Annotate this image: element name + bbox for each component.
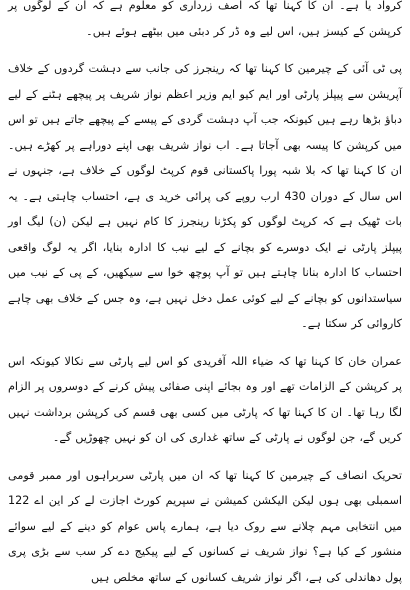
- paragraph-4: تحریک انصاف کے چیرمین کا کہنا تھا کہ ان میں پارٹی سربراہوں اور ممبر قومی اسمبلی بھی ہوں لیکن الیکشن کمیشن نے سپریم کورٹ اجازت لے کر این اے 122 میں انتخابی مہم چلانے سے روک دیا ہے، ہمارے پاس عوام کو دینے کے لیے سوائے منشور کے کیا ہے؟ نواز شریف نے کسانوں کے لیے پیکیج دے کر سب سے بڑی پری پول دھاندلی کی ہے، اگر نواز شریف کسانوں کے ساتھ مخلص ہیں: [8, 463, 402, 590]
- paragraph-3: عمران خان کا کہنا تھا کہ ضیاء اللہ آفریدی کو اس لیے پارٹی سے نکالا کیونکہ اس پر کرپشن کے الزامات تھے اور وہ بجائے اپنی صفائی پیش کرنے کے دوسروں پر الزام لگا رہا تھا۔ ان کا کہنا تھا کہ پارٹی میں کسی بھی قسم کی کرپشن برداشت نہیں کریں گے، جن لوگوں نے پارٹی کے ساتھ غداری کی ان کو نہیں چھوڑیں گے۔: [8, 349, 402, 451]
- paragraph-gap: [8, 451, 402, 463]
- paragraph-gap: [8, 44, 402, 56]
- paragraph-gap: [8, 337, 402, 349]
- paragraph-2: پی ٹی آئی کے چیرمین کا کہنا تھا کہ رینجرز کی جانب سے دہشت گردوں کے خلاف آپریشن سے پیپلز پارٹی اور ایم کیو ایم وزیر اعظم نواز شریف پر پیچھے ہٹنے کے لیے دباؤ بڑھا رہے ہیں کیونکہ جب آپ دہشت گردی کے پیسے کے پیچھے جاتے ہیں تو اس میں کرپشن کا پیسہ بھی آجاتا ہے۔ اب نواز شریف بھی اپنے دوراہے پر کھڑے ہیں۔ ان کا کہنا تھا کہ بلا شبہ پورا پاکستانی قوم کرپٹ لوگوں کے خلاف ہے، جنہوں نے اس سال کے دوران 430 ارب روپے کی پرائی خرید ی ہے، احتساب چاہتی ہے۔ یہ بات ٹھیک ہے کہ کرپٹ لوگوں کو پکڑنا رینجرز کا کام نہیں ہے لیکن (ن) لیگ اور پیپلز پارٹی نے ایک دوسرے کو بچانے کے لیے نیب کا ادارہ بنایا، اگر یہ لوگ واقعی احتساب کا ادارہ بنانا چاہتے ہیں تو آپ پوچھ خوا سے سیکھیں، کے پی کے نیب میں سیاستدانوں کو بچانے کے لیے کوئی عمل دخل نہیں ہے، وہ جس کے خلاف بھی چاہے کاروائی کر سکتا ہے۔: [8, 56, 402, 337]
- paragraph-1: کرواد یا ہے۔ ان کا کہنا تھا کہ آصف زرداری کو معلوم ہے کہ ان کے لوگوں پر کرپشن کے کیسز ہیں، اس لیے وہ ڈر کر دبئی میں بیٹھے ہوئے ہیں۔: [8, 0, 402, 44]
